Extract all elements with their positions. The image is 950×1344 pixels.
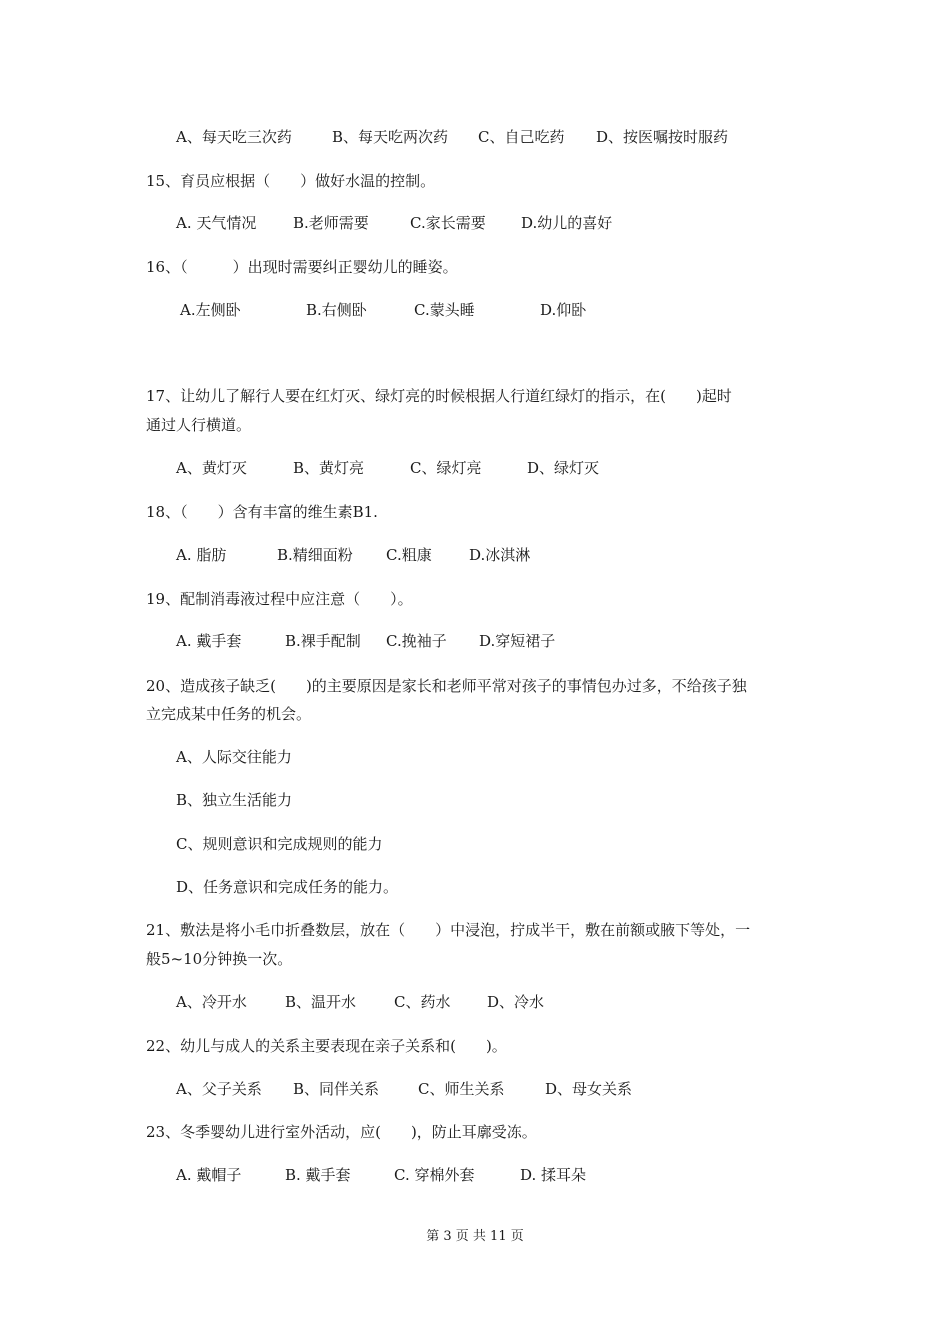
q22-options <box>176 1079 776 1099</box>
q17-stem-line-1: 17、让幼儿了解行人要在红灯灭、绿灯亮的时候根据人行道红绿灯的指示，在( )起时 <box>146 387 732 405</box>
q15-option-d: D.幼儿的喜好 <box>521 214 613 232</box>
q18-options <box>176 545 776 565</box>
q20-option-b: B、独立生活能力 <box>176 791 293 809</box>
q16-option-b: B.右侧卧 <box>306 301 367 319</box>
q15-stem: 15、育员应根据（ ）做好水温的控制。 <box>146 172 436 190</box>
q20-stem-line-1: 20、造成孩子缺乏( )的主要原因是家长和老师平常对孩子的事情包办过多，不给孩子独 <box>146 677 747 695</box>
q20-option-c: C、规则意识和完成规则的能力 <box>176 835 383 853</box>
q20-stem-line-2: 立完成某中任务的机会。 <box>146 705 312 723</box>
q22-stem: 22、幼儿与成人的关系主要表现在亲子关系和( )。 <box>146 1037 507 1055</box>
q19-option-d: D.穿短裙子 <box>479 632 556 650</box>
q23-options <box>176 1165 776 1185</box>
q19-option-b: B.裸手配制 <box>285 632 361 650</box>
q17-option-b: B、黄灯亮 <box>293 459 365 477</box>
page-number-footer: 第 3 页 共 11 页 <box>426 1229 524 1244</box>
q19-stem: 19、配制消毒液过程中应注意（ ）。 <box>146 590 413 608</box>
q16-option-d: D.仰卧 <box>540 301 587 319</box>
q19-option-a: A. 戴手套 <box>176 632 242 650</box>
q18-option-b: B.精细面粉 <box>277 546 353 564</box>
q17-options <box>176 458 776 478</box>
q23-option-c: C. 穿棉外套 <box>394 1166 475 1184</box>
q18-option-d: D.冰淇淋 <box>469 546 531 564</box>
q22-option-a: A、父子关系 <box>176 1080 262 1098</box>
q21-stem-line-2: 般5~10分钟换一次。 <box>146 950 293 968</box>
q15-option-b: B.老师需要 <box>293 214 369 232</box>
q23-stem: 23、冬季婴幼儿进行室外活动，应( )，防止耳廓受冻。 <box>146 1123 537 1141</box>
q21-option-d: D、冷水 <box>487 993 545 1011</box>
q16-stem: 16、（ ）出现时需要纠正婴幼儿的睡姿。 <box>146 258 458 276</box>
q17-option-c: C、绿灯亮 <box>410 459 482 477</box>
q22-option-b: B、同伴关系 <box>293 1080 380 1098</box>
q18-option-c: C.粗康 <box>386 546 432 564</box>
q23-option-b: B. 戴手套 <box>285 1166 351 1184</box>
q20-option-d: D、任务意识和完成任务的能力。 <box>176 878 399 896</box>
q16-option-c: C.蒙头睡 <box>414 301 475 319</box>
q23-option-a: A. 戴帽子 <box>176 1166 242 1184</box>
q15-options <box>176 213 776 233</box>
q17-stem-line-2: 通过人行横道。 <box>146 416 252 434</box>
q21-stem-line-1: 21、敷法是将小毛巾折叠数层，放在（ ）中浸泡，拧成半干，敷在前额或腋下等处，一 <box>146 921 751 939</box>
q14-option-a: A、每天吃三次药 <box>176 128 292 146</box>
q22-option-c: C、师生关系 <box>418 1080 505 1098</box>
q16-options <box>180 300 780 320</box>
q20-option-a: A、人际交往能力 <box>176 748 292 766</box>
q21-option-c: C、药水 <box>394 993 451 1011</box>
q14-option-b: B、每天吃两次药 <box>332 128 449 146</box>
q22-option-d: D、母女关系 <box>545 1080 633 1098</box>
q21-option-b: B、温开水 <box>285 993 357 1011</box>
q23-option-d: D. 揉耳朵 <box>520 1166 587 1184</box>
q14-options <box>176 127 776 147</box>
q17-option-a: A、黄灯灭 <box>176 459 247 477</box>
q19-options <box>176 631 776 651</box>
q19-option-c: C.挽袖子 <box>386 632 447 650</box>
q21-options <box>176 992 776 1012</box>
q16-option-a: A.左侧卧 <box>180 301 241 319</box>
q14-option-d: D、按医嘱按时服药 <box>596 128 729 146</box>
q18-option-a: A. 脂肪 <box>176 546 227 564</box>
q17-option-d: D、绿灯灭 <box>527 459 600 477</box>
q15-option-a: A. 天气情况 <box>176 214 257 232</box>
q14-option-c: C、自己吃药 <box>478 128 565 146</box>
q18-stem: 18、（ ）含有丰富的维生素B1. <box>146 503 378 521</box>
q15-option-c: C.家长需要 <box>410 214 486 232</box>
q21-option-a: A、冷开水 <box>176 993 247 1011</box>
